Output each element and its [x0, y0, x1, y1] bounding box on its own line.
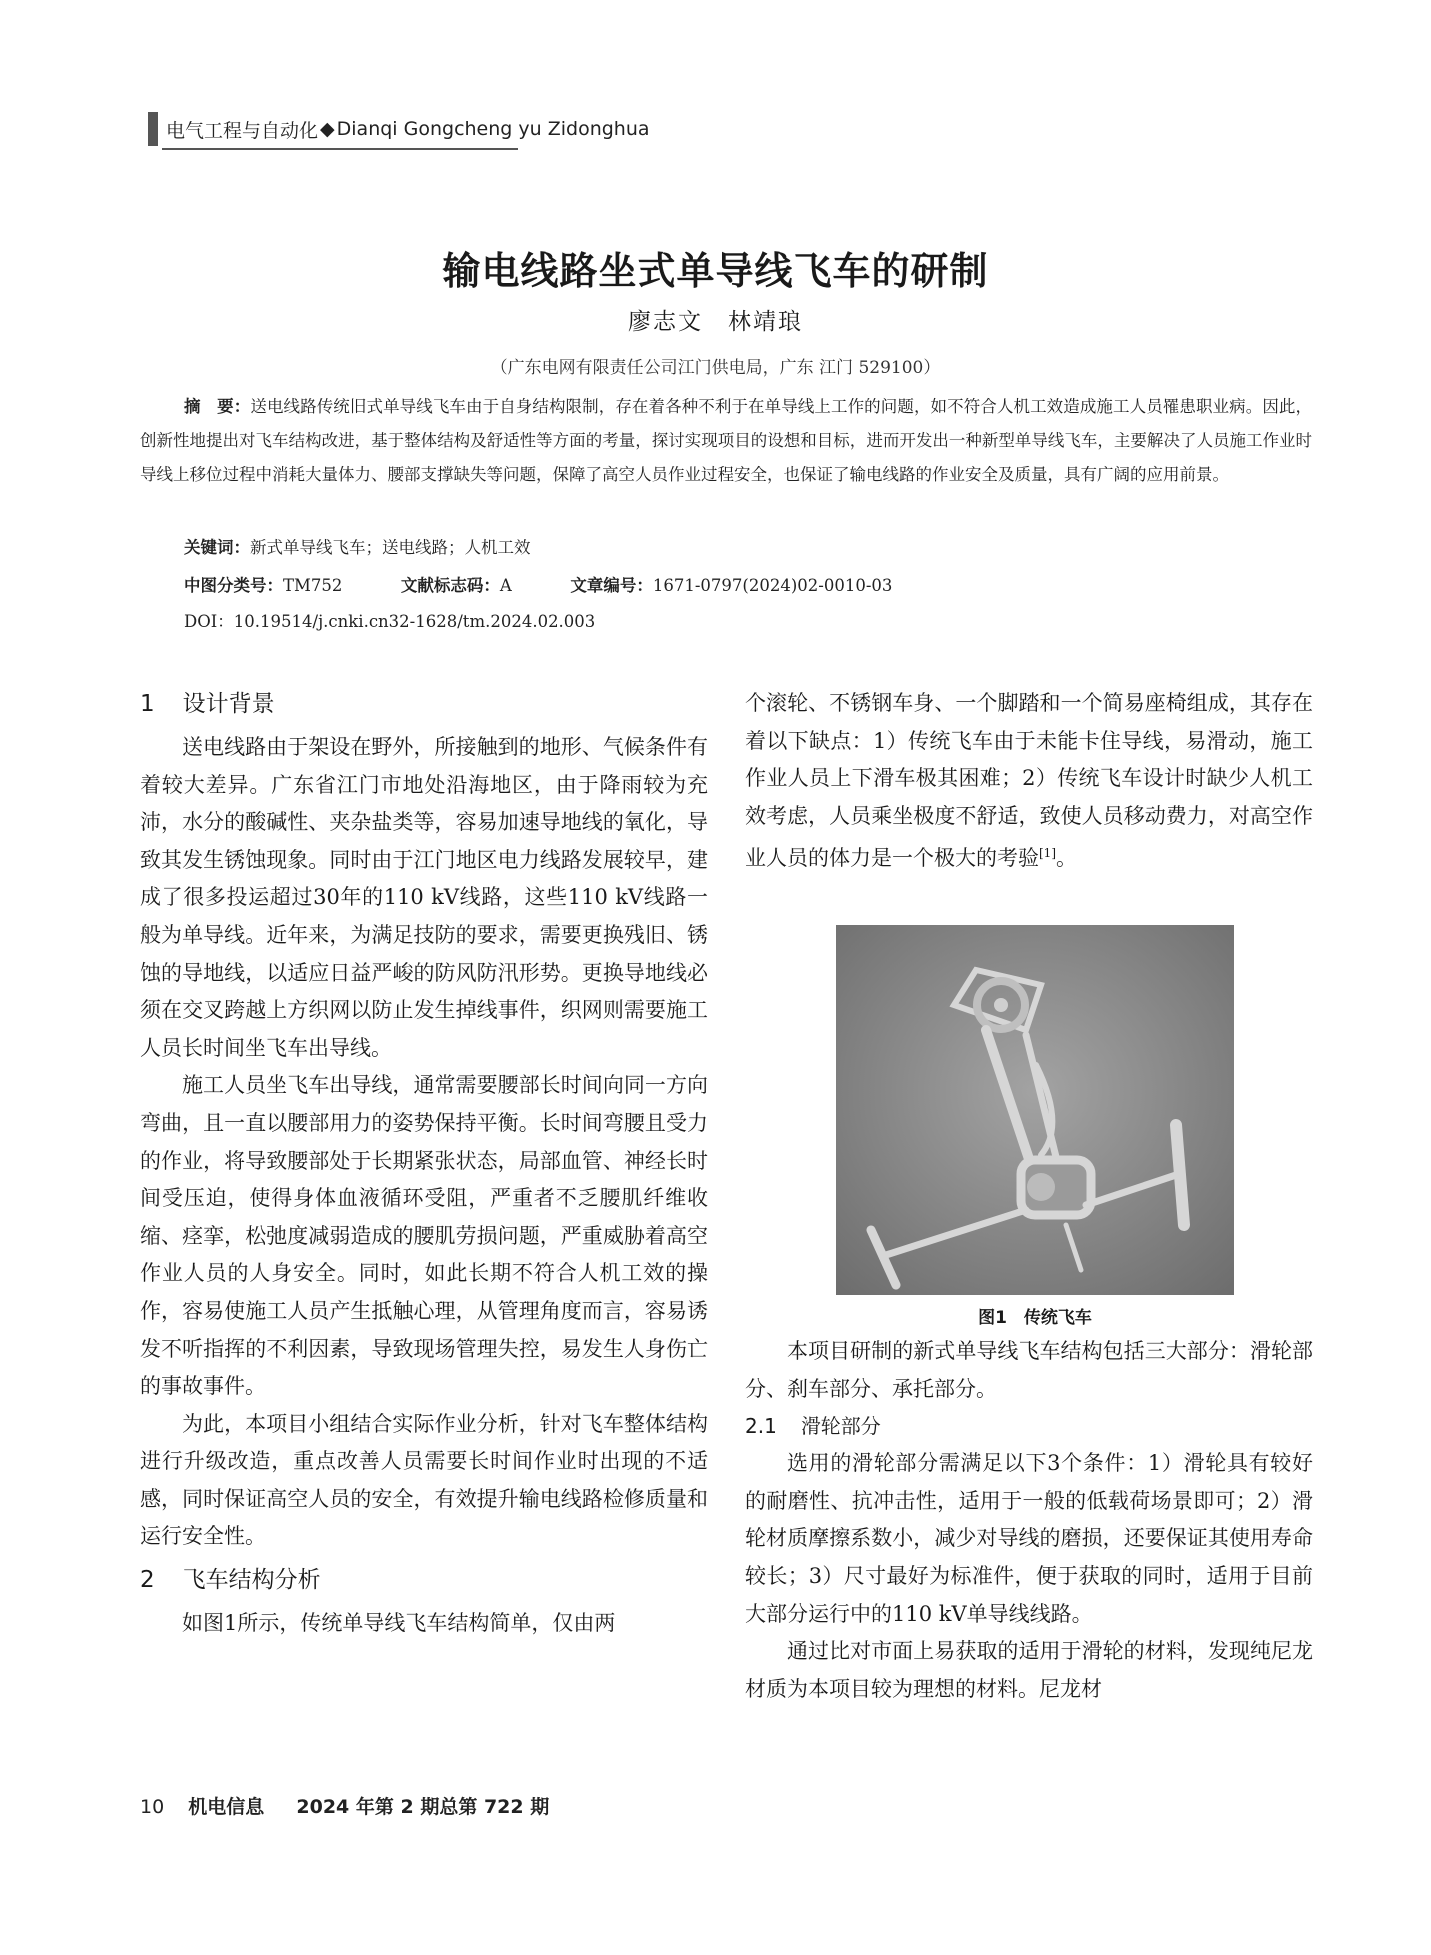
wheel-hub	[994, 998, 1008, 1012]
section-heading	[140, 680, 708, 729]
doi-value: 10.19514/j.cnki.cn32-1628/tm.2024.02.003	[233, 612, 596, 631]
paragraph-text: 个滚轮、不锈钢车身、一个脚踏和一个简易座椅组成，其存在着以下缺点：1）传统飞车由于未能卡住导线，易滑动，施工作业人员上下滑车极其困难；2）传统飞车设计时缺少人机工效考虑，人员乘坐极度不舒适，致使人员移动费力，对高空作业人员的体力是一个极大的考验	[745, 691, 1313, 871]
paragraph-end: 。	[1056, 846, 1077, 871]
header-rule	[162, 148, 518, 150]
abstract-text: 送电线路传统旧式单导线飞车由于自身结构限制，存在着各种不利于在单导线上工作的问题，如不符合人机工效造成施工人员罹患职业病。因此，创新性地提出对飞车结构改进，基于整体结构及舒适性等方面的考量，探讨实现项目的设想和目标，进而开发出一种新型单导线飞车，主要解决了人员施工作业时导线上移位过程中消耗大量体力、腰部支撑缺失等问题，保障了高空人员作业过程安全，也保证了输电线路的作业安全及质量，具有广阔的应用前景。	[140, 397, 1313, 484]
journal-name-pinyin: Dianqi Gongcheng yu Zidonghua	[336, 118, 650, 140]
abstract	[140, 390, 1312, 492]
clc-label: 中图分类号：	[184, 576, 283, 595]
right-handle	[1176, 1125, 1184, 1225]
authors: 廖志文 林靖琅	[628, 309, 803, 335]
keywords-label: 关键词：	[184, 538, 250, 557]
paragraph: 选用的滑轮部分需满足以下3个条件：1）滑轮具有较好的耐磨性、抗冲击性，适用于一般的低载荷场景即可；2）滑轮材质摩擦系数小，减少对导线的磨损，还要保证其使用寿命较长；3）尺寸最好为标准件，便于获取的同时，适用于目前大部分运行中的110 kV单导线线路。	[745, 1451, 1313, 1626]
paragraph: 如图1所示，传统单导线飞车结构简单，仅由两	[182, 1611, 616, 1636]
keywords-text: 新式单导线飞车；送电线路；人机工效	[250, 538, 531, 557]
paragraph: 本项目研制的新式单导线飞车结构包括三大部分：滑轮部分、刹车部分、承托部分。	[745, 1339, 1313, 1401]
floor-background	[836, 925, 1234, 1295]
pulley-hub	[1027, 1173, 1055, 1201]
citation-ref: [1]	[1039, 846, 1056, 861]
diamond-icon: ◆	[320, 118, 335, 140]
header-bar	[148, 112, 158, 146]
subsection-title: 滑轮部分	[800, 1413, 881, 1438]
paragraph: 送电线路由于架设在野外，所接触到的地形、气候条件有着较大差异。广东省江门市地处沿海地区，由于降雨较为充沛，水分的酸碱性、夹杂盐类等，容易加速导地线的氧化，导致其发生锈蚀现象。同时由于江门地区电力线路发展较早，建成了很多投运超过30年的110 kV线路，这些110 kV线路一般为单导线。近年来，为满足技防的要求，需要更换残旧、锈蚀的导地线，以适应日益严峻的防风防汛形势。更换导地线必须在交叉跨越上方织网以防止发生掉线事件，织网则需要施工人员长时间坐飞车出导线。	[140, 735, 708, 1060]
paragraph: 施工人员坐飞车出导线，通常需要腰部长时间向同一方向弯曲，且一直以腰部用力的姿势保持平衡。长时间弯腰且受力的作业，将导致腰部处于长期紧张状态，局部血管、神经长时间受压迫，使得身体血液循环受阻，严重者不乏腰肌纤维收缩、痉挛，松弛度减弱造成的腰肌劳损问题，严重威胁着高空作业人员的人身安全。同时，如此长期不符合人机工效的操作，容易使施工人员产生抵触心理，从管理角度而言，容易诱发不听指挥的不利因素，导致现场管理失控，易发生人身伤亡的事故事件。	[140, 1073, 708, 1399]
figure-photo	[836, 925, 1234, 1295]
footer-issue: 2024 年第 2 期总第 722 期	[296, 1796, 550, 1818]
paragraph	[745, 685, 1313, 878]
classification	[184, 572, 892, 596]
footer-journal: 机电信息	[188, 1796, 265, 1818]
section-number: 2	[140, 1566, 155, 1593]
page-footer	[140, 1792, 549, 1819]
trolley-illustration	[836, 925, 1234, 1295]
section-heading	[140, 1556, 708, 1605]
section-number: 1	[140, 690, 155, 717]
paper-title: 输电线路坐式单导线飞车的研制	[442, 249, 989, 293]
right-column-lower	[745, 1333, 1313, 1708]
figure-caption: 图1 传统飞车	[978, 1308, 1092, 1328]
doc-code-label: 文献标志码：	[400, 576, 500, 595]
article-no-label: 文章编号：	[570, 576, 653, 595]
clc-value: TM752	[283, 576, 343, 595]
paragraph: 为此，本项目小组结合实际作业分析，针对飞车整体结构进行升级改造，重点改善人员需要长时间作业时出现的不适感，同时保证高空人员的安全，有效提升输电线路检修质量和运行安全性。	[140, 1411, 708, 1549]
paragraph: 通过比对市面上易获取的适用于滑轮的材料，发现纯尼龙材质为本项目较为理想的材料。尼龙材	[745, 1639, 1313, 1701]
keywords	[184, 534, 531, 558]
abstract-label: 摘 要：	[184, 397, 251, 416]
doi-label: DOI：	[184, 612, 234, 631]
doc-code-value: A	[499, 576, 512, 595]
subsection-number: 2.1	[745, 1413, 777, 1438]
subsection-heading	[745, 1408, 1313, 1445]
left-column	[140, 680, 708, 1643]
right-column	[745, 685, 1313, 878]
running-header	[148, 112, 650, 146]
section-title: 设计背景	[182, 690, 275, 717]
journal-name-cn: 电气工程与自动化	[166, 119, 319, 142]
article-no-value: 1671-0797(2024)02-0010-03	[652, 576, 893, 595]
page-number: 10	[140, 1796, 165, 1818]
affiliation: （广东电网有限责任公司江门供电局，广东 江门 529100）	[490, 358, 941, 378]
section-title: 飞车结构分析	[182, 1566, 321, 1593]
doi	[184, 608, 595, 632]
